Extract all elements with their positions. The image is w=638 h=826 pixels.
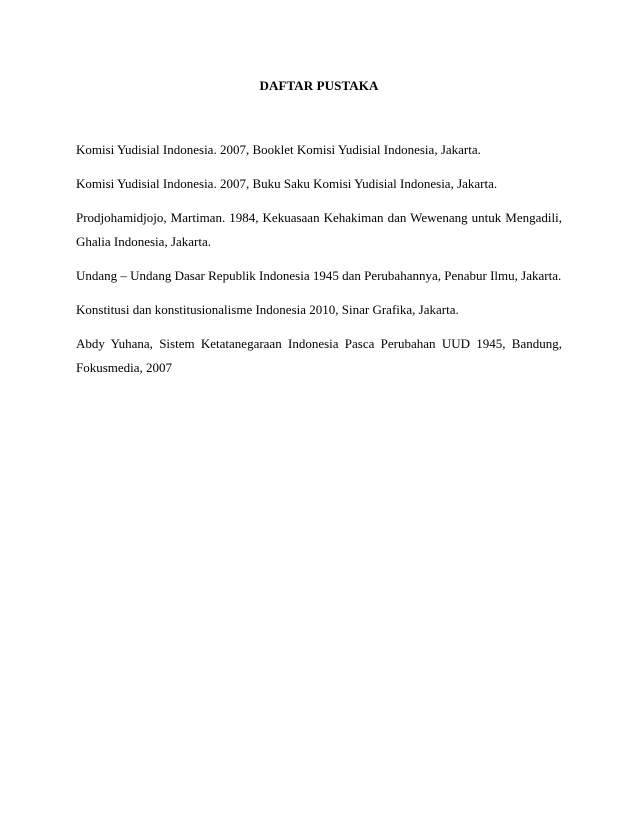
reference-item: Komisi Yudisial Indonesia. 2007, Booklet Komisi Yudisial Indonesia, Jakarta. (76, 142, 481, 157)
reference-item: Abdy Yuhana, Sistem Ketatanegaraan Indonesia Pasca Perubahan UUD 1945, Bandung, Fokusmedia, 2007 (76, 336, 562, 375)
reference-list (76, 138, 562, 390)
reference-item: Undang – Undang Dasar Republik Indonesia 1945 dan Perubahannya, Penabur Ilmu, Jakarta. (76, 268, 562, 283)
reference-item: Prodjohamidjojo, Martiman. 1984, Kekuasaan Kehakiman dan Wewenang untuk Mengadili, Ghalia Indonesia, Jakarta. (76, 210, 562, 249)
reference-item: Komisi Yudisial Indonesia. 2007, Buku Saku Komisi Yudisial Indonesia, Jakarta. (76, 176, 498, 191)
page-title: DAFTAR PUSTAKA (259, 78, 379, 93)
reference-item: Konstitusi dan konstitusionalisme Indonesia 2010, Sinar Grafika, Jakarta. (76, 302, 459, 317)
